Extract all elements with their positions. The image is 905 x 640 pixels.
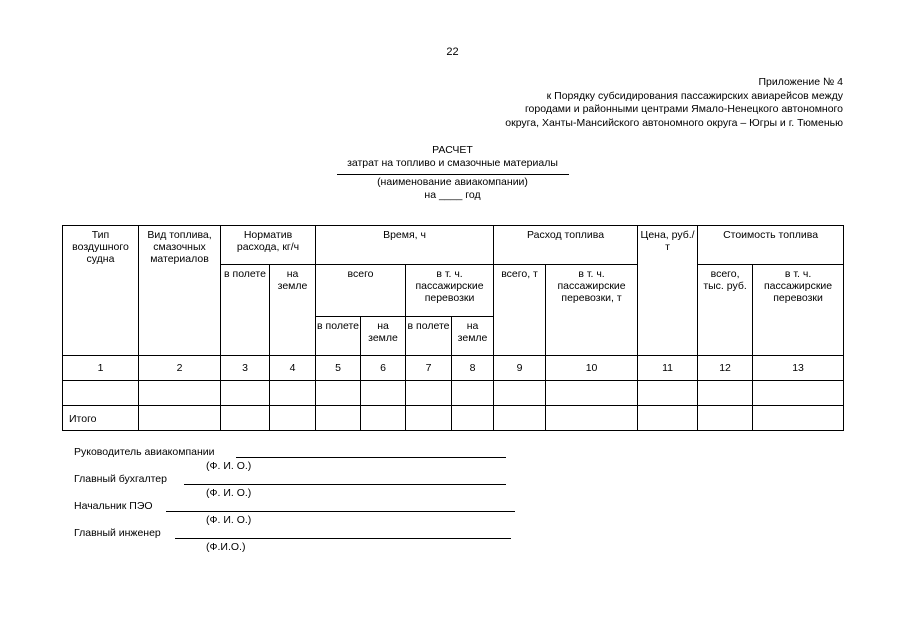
header-norm-ground: на земле	[270, 265, 316, 355]
table-cell	[452, 405, 494, 430]
header-cost-passenger: в т. ч. пассажирские перевозки	[753, 265, 844, 355]
table-cell	[494, 380, 546, 405]
header-time-flight: в полете	[316, 317, 361, 355]
appendix-line: округа, Ханты-Мансийского автономного округа – Югры и г. Тюменью	[505, 116, 843, 129]
table-cell	[361, 405, 406, 430]
table-cell	[452, 380, 494, 405]
signature-line	[184, 484, 506, 485]
header-time-passenger-flight: в полете	[406, 317, 452, 355]
column-number: 12	[698, 355, 753, 380]
airline-name-caption: (наименование авиакомпании)	[377, 176, 528, 188]
signature-caption: (Ф. И. О.)	[206, 460, 252, 472]
header-consumption-passenger: в т. ч. пассажирские перевозки, т	[546, 265, 638, 355]
table-cell	[316, 380, 361, 405]
table-cell	[546, 380, 638, 405]
signature-role: Начальник ПЭО	[74, 500, 153, 512]
signature-line	[236, 457, 506, 458]
signature-line	[166, 511, 515, 512]
table-cell	[270, 405, 316, 430]
table-cell	[361, 380, 406, 405]
appendix-line: городами и районными центрами Ямало-Ненецкого автономного	[524, 103, 843, 115]
column-number: 8	[452, 355, 494, 380]
year-line: на ____ год	[424, 189, 481, 201]
table-cell	[139, 405, 221, 430]
title-heading: РАСЧЕТ	[432, 144, 473, 156]
header-time-total: всего	[316, 265, 406, 317]
table-cell	[638, 380, 698, 405]
signature-chief-accountant	[74, 473, 167, 485]
appendix-reference	[505, 76, 843, 130]
signature-head-pes	[74, 500, 153, 512]
table-cell	[221, 405, 270, 430]
page-number: 22	[446, 46, 459, 58]
column-number: 10	[546, 355, 638, 380]
column-number: 7	[406, 355, 452, 380]
table-cell	[63, 380, 139, 405]
table-cell	[139, 380, 221, 405]
header-price: Цена, руб./т	[638, 226, 698, 356]
column-number: 2	[139, 355, 221, 380]
column-number: 3	[221, 355, 270, 380]
appendix-line: к Порядку субсидирования пассажирских авиарейсов между	[546, 89, 843, 102]
table-cell	[698, 380, 753, 405]
column-number: 13	[753, 355, 844, 380]
table-cell	[638, 405, 698, 430]
signature-role: Руководитель авиакомпании	[74, 446, 215, 458]
column-number: 9	[494, 355, 546, 380]
table-cell	[316, 405, 361, 430]
header-norm-flight: в полете	[221, 265, 270, 355]
signature-caption: (Ф. И. О.)	[206, 487, 252, 499]
table-cell	[406, 380, 452, 405]
header-aircraft-type: Тип воздушного судна	[63, 226, 139, 356]
header-consumption-total: всего, т	[494, 265, 546, 355]
header-fuel-type: Вид топлива, смазочных материалов	[139, 226, 221, 356]
header-norm: Норматив расхода, кг/ч	[221, 226, 316, 265]
document-title	[0, 144, 905, 202]
header-time-ground: на земле	[361, 317, 406, 355]
table-cell	[221, 380, 270, 405]
table-cell	[406, 405, 452, 430]
total-label: Итого	[63, 405, 139, 430]
table-cell	[753, 380, 844, 405]
column-number: 1	[63, 355, 139, 380]
column-number: 5	[316, 355, 361, 380]
table-cell	[270, 380, 316, 405]
fuel-cost-table	[62, 225, 844, 431]
table-row	[63, 380, 844, 405]
header-time: Время, ч	[316, 226, 494, 265]
appendix-number: Приложение № 4	[758, 76, 843, 88]
column-number: 6	[361, 355, 406, 380]
header-time-passenger: в т. ч. пассажирские перевозки	[406, 265, 494, 317]
column-number: 4	[270, 355, 316, 380]
header-consumption: Расход топлива	[494, 226, 638, 265]
signature-line	[175, 538, 511, 539]
column-number-row	[63, 355, 844, 380]
signature-caption: (Ф.И.О.)	[206, 541, 246, 553]
title-subheading: затрат на топливо и смазочные материалы	[347, 157, 558, 169]
table-cell	[546, 405, 638, 430]
signature-role: Главный бухгалтер	[74, 473, 167, 485]
table-cell	[494, 405, 546, 430]
header-cost: Стоимость топлива	[698, 226, 844, 265]
total-row	[63, 405, 844, 430]
signature-role: Главный инженер	[74, 527, 161, 539]
header-time-passenger-ground: на земле	[452, 317, 494, 355]
signature-director	[74, 446, 215, 458]
header-cost-total: всего, тыс. руб.	[698, 265, 753, 355]
table-cell	[753, 405, 844, 430]
signature-caption: (Ф. И. О.)	[206, 514, 252, 526]
signature-chief-engineer	[74, 527, 161, 539]
column-number: 11	[638, 355, 698, 380]
header-row	[63, 226, 844, 265]
airline-name-line	[337, 174, 569, 175]
table-cell	[698, 405, 753, 430]
